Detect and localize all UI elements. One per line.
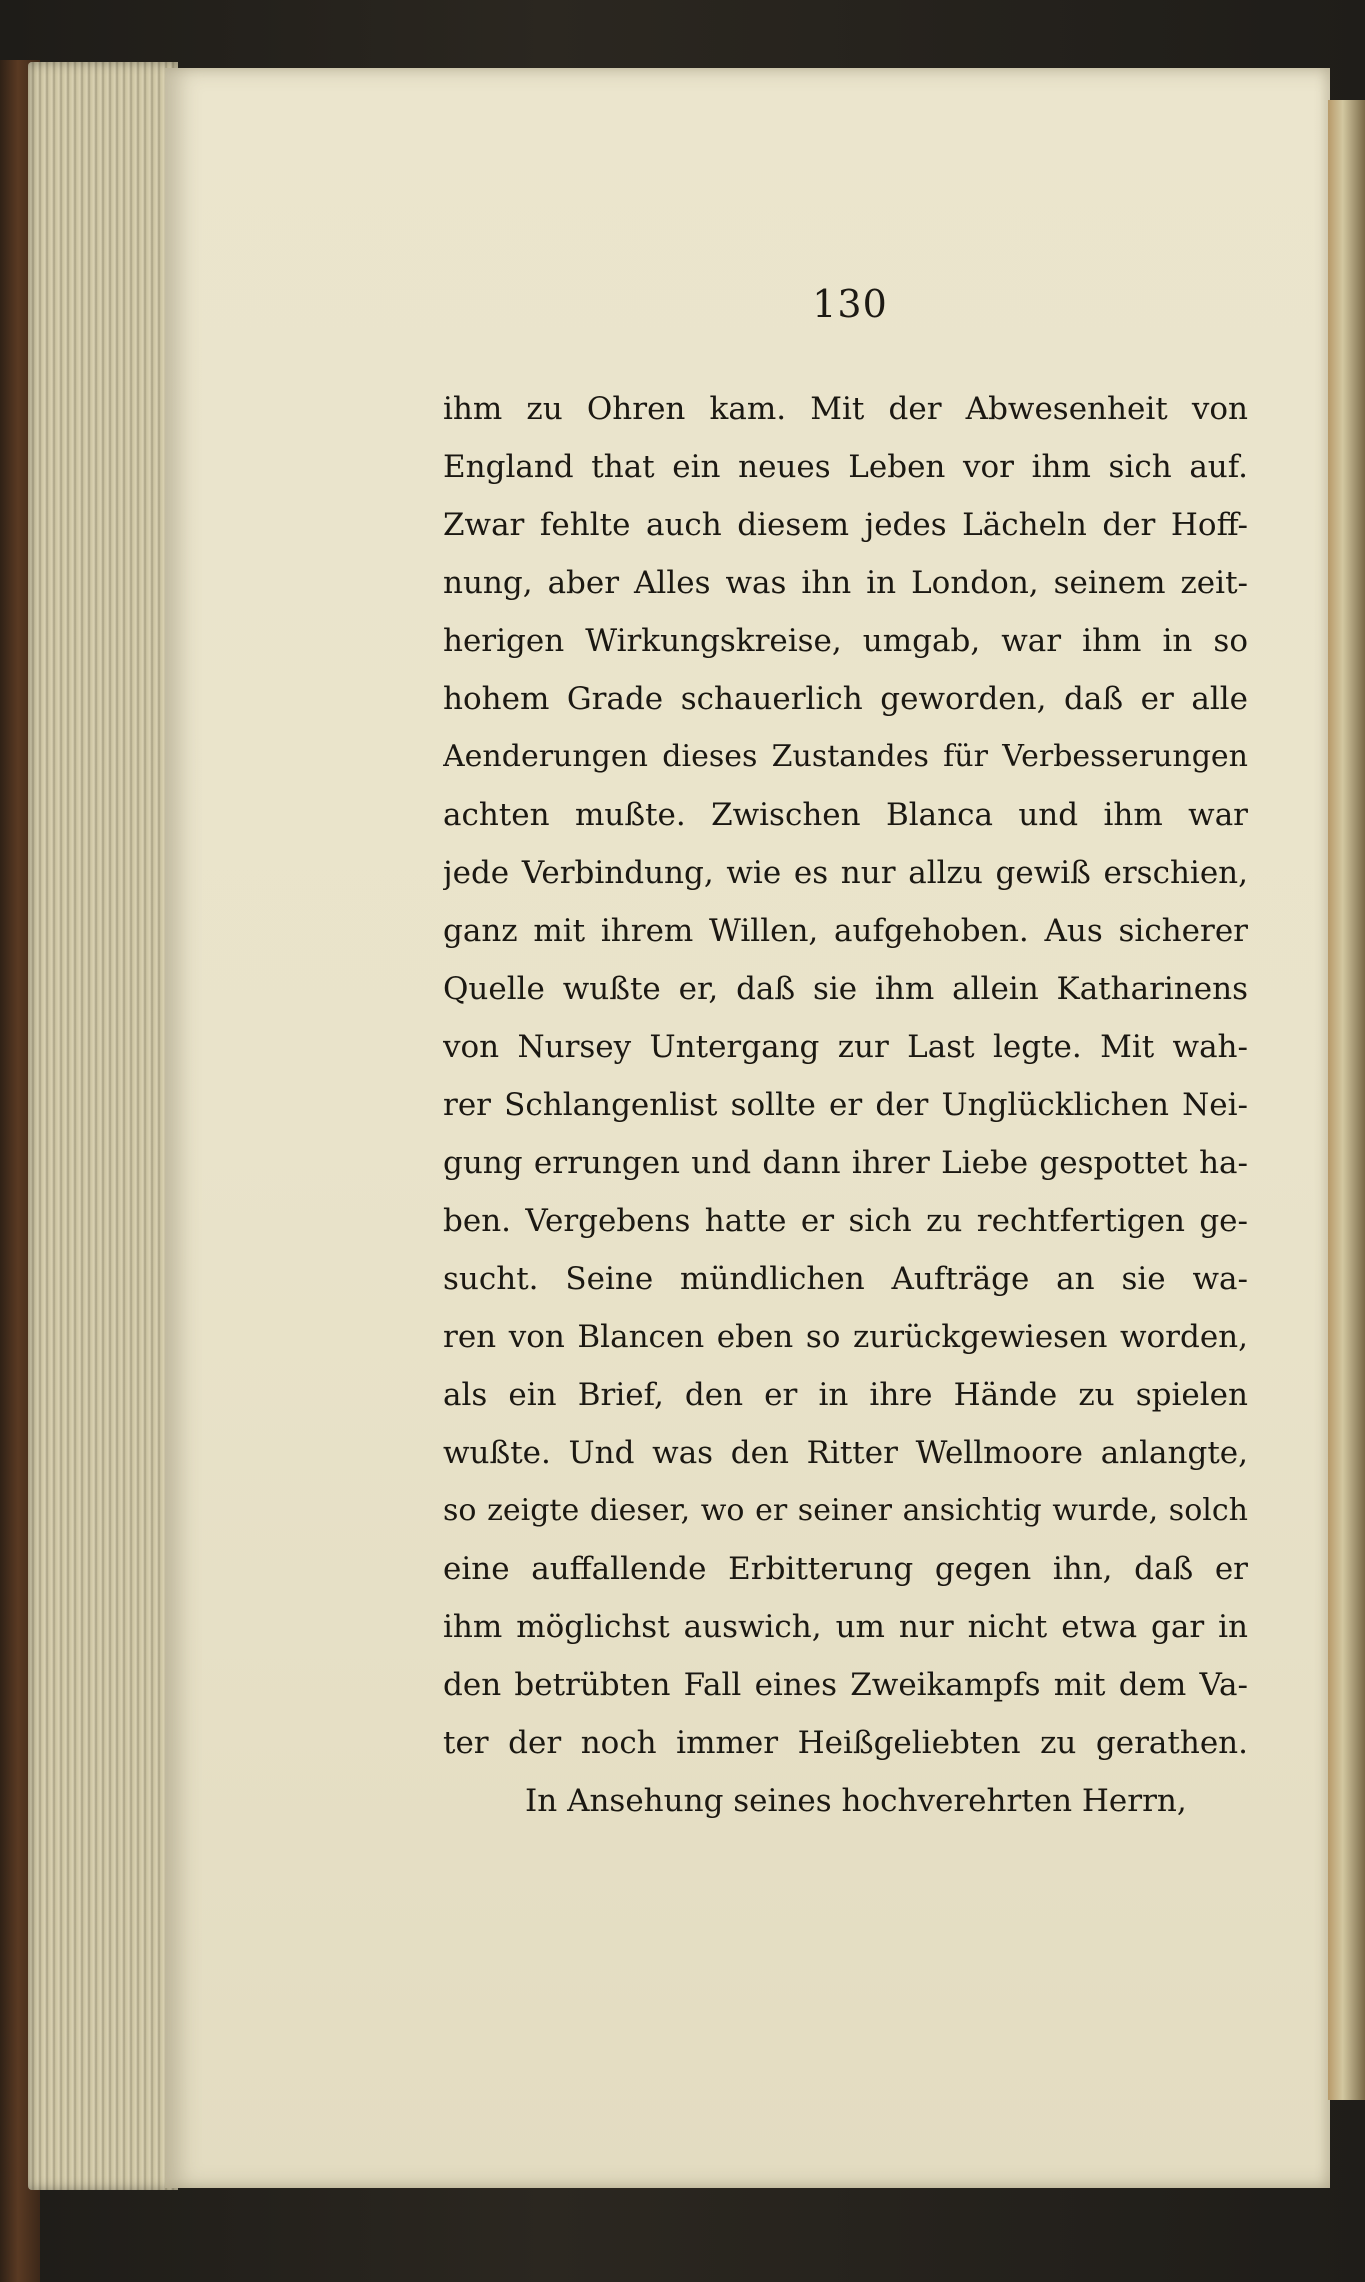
- text-line: sucht. Seine mündlichen Aufträge an sie wa-: [443, 1261, 1248, 1297]
- text-line: so zeigte dieser, wo er seiner ansichtig wurde, solch: [443, 1493, 1248, 1528]
- text-line: gung errungen und dann ihrer Liebe gespottet ha-: [443, 1145, 1248, 1181]
- text-line: herigen Wirkungskreise, umgab, war ihm in so: [443, 623, 1248, 659]
- page-stack: [28, 62, 178, 2190]
- text-line: jede Verbindung, wie es nur allzu gewiß erschien,: [443, 855, 1248, 891]
- text-line: den betrübten Fall eines Zweikampfs mit dem Va-: [443, 1667, 1248, 1703]
- text-line: Quelle wußte er, daß sie ihm allein Katharinens: [443, 971, 1248, 1007]
- facing-page-edge: [1328, 100, 1365, 2100]
- text-line: nung, aber Alles was ihn in London, seinem zeit-: [443, 565, 1248, 601]
- text-line: wußte. Und was den Ritter Wellmoore anlangte,: [443, 1435, 1248, 1471]
- body-text: [443, 380, 1248, 1830]
- text-line: achten mußte. Zwischen Blanca und ihm war: [443, 797, 1248, 833]
- text-line: ben. Vergebens hatte er sich zu rechtfertigen ge-: [443, 1203, 1248, 1239]
- text-line: ihm zu Ohren kam. Mit der Abwesenheit von: [443, 391, 1248, 427]
- text-line: eine auffallende Erbitterung gegen ihn, daß er: [443, 1551, 1248, 1587]
- text-line: Aenderungen dieses Zustandes für Verbesserungen: [443, 739, 1248, 774]
- text-line: England that ein neues Leben vor ihm sich auf.: [443, 449, 1248, 485]
- text-line: ren von Blancen eben so zurückgewiesen worden,: [443, 1319, 1248, 1355]
- text-line: ganz mit ihrem Willen, aufgehoben. Aus sicherer: [443, 913, 1248, 949]
- text-line: rer Schlangenlist sollte er der Unglücklichen Nei-: [443, 1087, 1248, 1123]
- text-line: Zwar fehlte auch diesem jedes Lächeln der Hoff-: [443, 507, 1248, 543]
- page-number: 130: [812, 282, 888, 326]
- text-line: als ein Brief, den er in ihre Hände zu spielen: [443, 1377, 1248, 1413]
- text-line: von Nursey Untergang zur Last legte. Mit wah-: [443, 1029, 1248, 1065]
- text-line: ter der noch immer Heißgeliebten zu gerathen.: [443, 1725, 1248, 1761]
- text-line-paragraph-start: In Ansehung seines hochverehrten Herrn,: [525, 1783, 1187, 1819]
- text-line: hohem Grade schauerlich geworden, daß er alle: [443, 681, 1248, 717]
- text-line: ihm möglichst auswich, um nur nicht etwa gar in: [443, 1609, 1248, 1645]
